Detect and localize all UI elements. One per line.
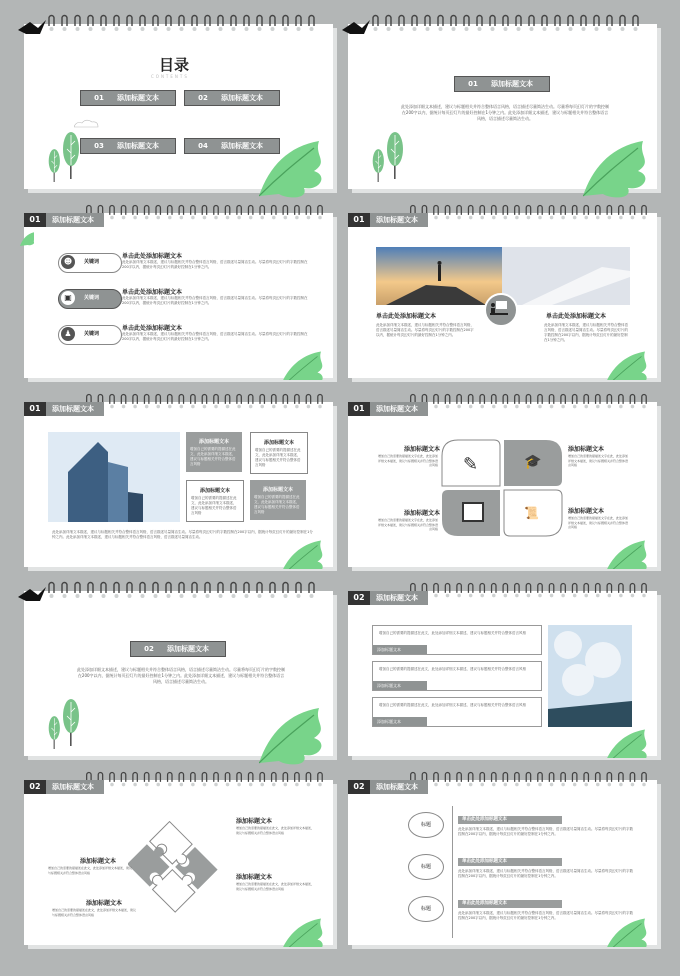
tag-label: 添加标题文本 <box>52 783 94 791</box>
keyword-title: 单击此处添加标题文本 <box>122 253 183 260</box>
row-box[interactable] <box>372 625 542 655</box>
mountain-photo <box>376 247 502 305</box>
left-text: 此处添加详细文本描述，建议与标题相关并符合整体语言风格，语言描述尽量简洁生动。尽量将每页幻灯片的字数控制在200字以内，据统计每页幻灯片的最好控制在1分钟之内。 <box>376 323 474 337</box>
row-text: 增加自己的需要的提描述在此文，此处添加详细文本描述，建议与标题相关并符合整体语言风格 <box>379 667 526 671</box>
node-label: 标题 <box>420 822 431 828</box>
tag-label: 添加标题文本 <box>376 216 418 224</box>
slide-toc[interactable] <box>24 24 333 189</box>
toc-item-3[interactable] <box>80 138 176 154</box>
row-box[interactable] <box>372 697 542 727</box>
keyword-label: 关键词 <box>84 331 100 337</box>
box-text: 增加自己的需要的提描述在此文，此处添加详细文本描述，建议与标题相关并符合整体语言风格 <box>191 496 237 515</box>
section-tag <box>24 402 104 416</box>
section-header[interactable] <box>130 641 226 657</box>
box-title: 添加标题文本 <box>198 439 229 445</box>
leaf-decoration <box>279 915 331 947</box>
row-box[interactable] <box>372 661 542 691</box>
slide-section-02[interactable] <box>24 591 333 756</box>
timeline-line <box>452 806 453 938</box>
section-label: 添加标题文本 <box>167 645 209 653</box>
tag-num: 02 <box>24 780 46 794</box>
spiral-binding <box>408 203 648 225</box>
people-icon: ♟ <box>61 327 75 341</box>
keyword-text: 此处添加详细文本描述，建议与标题相关并符合整体语言风格，语言描述尽量简洁生动。尽量将每页幻灯片的字数控制在200字以内，据统计每页幻灯片的最好控制在1分钟之内。 <box>122 260 308 269</box>
toc-subtitle: CONTENTS <box>151 74 189 79</box>
spiral-binding <box>370 14 640 36</box>
item-text-1: 增加自己的需要的提描述在此文，此处添加详细文本描述，建议与标题相关并符合整体语言风格 <box>48 866 133 875</box>
leaf-decoration <box>20 231 34 251</box>
sky-building-photo <box>548 625 632 727</box>
pencil-icon: ✎ <box>463 454 479 475</box>
keyword-row[interactable] <box>58 323 318 349</box>
item-title-bl: 添加标题文本 <box>404 510 441 517</box>
item-title-bar: 单击此处添加标题文本 <box>458 900 562 908</box>
item-text-br: 增加自己的需要的提描述文字在此，此处添加详细文本描述，建议与标题相关并符合整体语言风格 <box>568 516 629 529</box>
tree-illustration <box>48 129 88 185</box>
leaf-decoration <box>279 348 331 380</box>
slide-petals[interactable] <box>348 402 657 567</box>
toc-title: 目录 <box>159 56 190 74</box>
item-text-3: 增加自己的需要的提描述在此文，此处添加详细文本描述，建议与标题相关并符合整体语言风格 <box>236 826 315 835</box>
person-icon: ☻ <box>61 255 75 269</box>
toc-item-label: 添加标题文本 <box>221 94 263 102</box>
toc-item-label: 添加标题文本 <box>117 142 159 150</box>
toc-item-2[interactable] <box>184 90 280 106</box>
cloud-icon <box>74 119 104 131</box>
spiral-binding <box>84 203 324 225</box>
tag-label: 添加标题文本 <box>376 783 418 791</box>
building-photo <box>48 432 180 522</box>
item-title-bar: 单击此处添加标题文本 <box>458 816 562 824</box>
puzzle-icon <box>128 814 228 914</box>
item-title-1: 添加标题文本 <box>80 858 117 865</box>
petal-diagram <box>440 438 564 538</box>
keyword-label: 关键词 <box>84 295 100 301</box>
item-text: 此处添加详细文本描述，建议与标题相关并符合整体语言风格，语言描述尽量简洁生动。尽量将每页幻灯片的字数控制在200字以内，据统计每页幻灯片的最好控制在1分钟之内。 <box>458 869 633 878</box>
box-text: 增加自己的需要的提描述在此文，此处添加详细文本描述，建议与标题相关并符合整体语言风格 <box>254 495 300 514</box>
section-tag <box>24 213 104 227</box>
info-box[interactable] <box>186 480 244 522</box>
box-text: 增加自己的需要的提描述在此文，此处添加详细文本描述，建议与标题相关并符合整体语言风格 <box>255 448 301 467</box>
keyword-label: 关键词 <box>84 259 100 265</box>
row-label: 添加标题文本 <box>373 645 427 654</box>
leaf-decoration <box>603 348 655 380</box>
info-box[interactable] <box>186 432 242 472</box>
tag-num: 02 <box>348 591 370 605</box>
leaf-decoration <box>259 703 331 765</box>
graduation-cap-icon: 🎓 <box>524 454 542 470</box>
slide-keywords[interactable] <box>24 213 333 378</box>
section-header[interactable] <box>454 76 550 92</box>
section-tag <box>348 213 428 227</box>
slide-timeline[interactable] <box>348 780 657 945</box>
tag-label: 添加标题文本 <box>376 594 418 602</box>
presentation-icon <box>490 300 508 316</box>
right-text: 此处添加详细文本描述，建议与标题相关并符合整体语言风格，语言描述尽量简洁生动。尽量将每页幻灯片的字数控制在200字以内，据统计每页幻灯片的最好控制在1分钟之内。 <box>544 323 628 342</box>
tree-illustration <box>48 696 88 752</box>
node-label: 标题 <box>420 864 431 870</box>
tag-num: 02 <box>348 780 370 794</box>
leaf-decoration <box>259 136 331 198</box>
item-title-2: 添加标题文本 <box>86 900 123 907</box>
spiral-binding <box>408 770 648 792</box>
tag-label: 添加标题文本 <box>52 405 94 413</box>
briefcase-icon: ▣ <box>61 291 75 305</box>
box-title: 添加标题文本 <box>262 487 293 493</box>
keyword-row[interactable] <box>58 251 318 277</box>
timeline-node[interactable] <box>408 812 444 838</box>
slide-rows[interactable] <box>348 591 657 756</box>
box-text: 增加自己的需要的提描述在此文，此处添加详细文本描述，建议与标题相关并符合整体语言风格 <box>190 447 236 466</box>
toc-item-1[interactable] <box>80 90 176 106</box>
keyword-title: 单击此处添加标题文本 <box>122 289 183 296</box>
section-tag <box>348 780 428 794</box>
item-title-br: 添加标题文本 <box>568 508 605 515</box>
calendar-icon <box>462 502 484 522</box>
section-tag <box>348 402 428 416</box>
toc-item-num: 02 <box>198 94 208 102</box>
bird-icon <box>18 20 48 38</box>
row-text: 增加自己的需要的提描述在此文，此处添加详细文本描述，建议与标题相关并符合整体语言风格 <box>379 703 526 707</box>
timeline-node[interactable] <box>408 854 444 880</box>
leaf-decoration <box>279 537 331 569</box>
bird-icon <box>18 587 48 605</box>
section-num: 02 <box>144 645 154 653</box>
item-text-tl: 增加自己的需要的提描述文字在此，此处添加详细文本描述，建议与标题相关并符合整体语言风格 <box>378 454 439 467</box>
toc-item-num: 04 <box>198 142 208 150</box>
item-title-4: 添加标题文本 <box>236 874 273 881</box>
node-label: 标题 <box>420 906 431 912</box>
leaf-decoration <box>583 136 655 198</box>
toc-item-label: 添加标题文本 <box>117 94 159 102</box>
section-tag <box>348 591 428 605</box>
row-text: 增加自己的需要的提描述在此文，此处添加详细文本描述，建议与标题相关并符合整体语言风格 <box>379 631 526 635</box>
keyword-row[interactable] <box>58 287 318 313</box>
section-tag <box>24 780 104 794</box>
info-box[interactable] <box>250 480 306 520</box>
item-text: 此处添加详细文本描述，建议与标题相关并符合整体语言风格，语言描述尽量简洁生动。尽量将每页幻灯片的字数控制在200字以内，据统计每页幻灯片的最好控制在1分钟之内。 <box>458 827 633 836</box>
item-text-2: 增加自己的需要的提描述在此文，此处添加详细文本描述，建议与标题相关并符合整体语言风格 <box>52 908 137 917</box>
keyword-text: 此处添加详细文本描述，建议与标题相关并符合整体语言风格，语言描述尽量简洁生动。尽量将每页幻灯片的字数控制在200字以内，据统计每页幻灯片的最好控制在1分钟之内。 <box>122 296 308 305</box>
item-text-bl: 增加自己的需要的提描述文字在此，此处添加详细文本描述，建议与标题相关并符合整体语言风格 <box>378 518 439 531</box>
item-title-tl: 添加标题文本 <box>404 446 441 453</box>
tag-num: 01 <box>348 402 370 416</box>
spiral-binding <box>46 581 316 603</box>
timeline-node[interactable] <box>408 896 444 922</box>
item-text-tr: 增加自己的需要的提描述文字在此，此处添加详细文本描述，建议与标题相关并符合整体语言风格 <box>568 454 629 467</box>
tag-label: 添加标题文本 <box>52 216 94 224</box>
spiral-binding <box>408 581 648 603</box>
slide-building[interactable] <box>24 402 333 567</box>
wing-photo <box>502 247 630 305</box>
item-title-tr: 添加标题文本 <box>568 446 605 453</box>
toc-item-num: 03 <box>94 142 104 150</box>
spiral-binding <box>408 392 648 414</box>
section-label: 添加标题文本 <box>491 80 533 88</box>
leaf-decoration <box>603 537 655 569</box>
bird-icon <box>342 20 372 38</box>
leaf-decoration <box>603 726 655 758</box>
item-text: 此处添加详细文本描述，建议与标题相关并符合整体语言风格，语言描述尽量简洁生动。尽量将每页幻灯片的字数控制在200字以内，据统计每页幻灯片的最好控制在1分钟之内。 <box>458 911 633 920</box>
left-title: 单击此处添加标题文本 <box>376 313 437 320</box>
bottom-text: 此处添加详细文本描述，建议与标题相关并符合整体语言风格，语言描述尽量简洁生动。尽量将每页幻灯片的字数控制在200字以内，据统计每页幻灯片的最好控制在1分钟之内。此处添加详细文本描述，建议与标题相关并符合整体语言风格，语言描述尽量简洁生动。 <box>52 530 313 539</box>
toc-item-label: 添加标题文本 <box>221 142 263 150</box>
row-label: 添加标题文本 <box>373 717 427 726</box>
keyword-text: 此处添加详细文本描述，建议与标题相关并符合整体语言风格，语言描述尽量简洁生动。尽量将每页幻灯片的字数控制在200字以内，据统计每页幻灯片的最好控制在1分钟之内。 <box>122 332 308 341</box>
item-title-bar: 单击此处添加标题文本 <box>458 858 562 866</box>
box-title: 添加标题文本 <box>263 440 294 446</box>
section-body: 此处添加详细文本描述，建议与标题相关并符合整体语言风格，语言描述尽量简洁生动。尽量将每页幻灯片的字数控制在200字以内，据统计每页幻灯片的最好控制在1分钟之内。此处添加详细文本描述，建议与标题相关并符合整体语言风格，语言描述尽量简洁生动。 <box>77 667 285 684</box>
slide-photos[interactable] <box>348 213 657 378</box>
spiral-binding <box>84 770 324 792</box>
right-title: 单击此处添加标题文本 <box>546 313 607 320</box>
keyword-title: 单击此处添加标题文本 <box>122 325 183 332</box>
tag-num: 01 <box>24 402 46 416</box>
slide-section-01[interactable] <box>348 24 657 189</box>
section-body: 此处添加详细文本描述，建议与标题相关并符合整体语言风格，语言描述尽量简洁生动。尽量将每页幻灯片的字数控制在200字以内，据统计每页幻灯片的最好控制在1分钟之内。此处添加详细文本描述，建议与标题相关并符合整体语言风格，语言描述尽量简洁生动。 <box>401 104 609 121</box>
spiral-binding <box>84 392 324 414</box>
slide-puzzle[interactable] <box>24 780 333 945</box>
info-box[interactable] <box>250 432 308 474</box>
tree-illustration <box>372 129 412 185</box>
spiral-binding <box>46 14 316 36</box>
diploma-icon: 📜 <box>524 506 539 520</box>
leaf-decoration <box>603 915 655 947</box>
item-title-3: 添加标题文本 <box>236 818 273 825</box>
tag-num: 01 <box>24 213 46 227</box>
tag-label: 添加标题文本 <box>376 405 418 413</box>
row-label: 添加标题文本 <box>373 681 427 690</box>
box-title: 添加标题文本 <box>199 488 230 494</box>
toc-item-num: 01 <box>94 94 104 102</box>
section-num: 01 <box>468 80 478 88</box>
tag-num: 01 <box>348 213 370 227</box>
item-text-4: 增加自己的需要的提描述在此文，此处添加详细文本描述，建议与标题相关并符合整体语言风格 <box>236 882 315 891</box>
